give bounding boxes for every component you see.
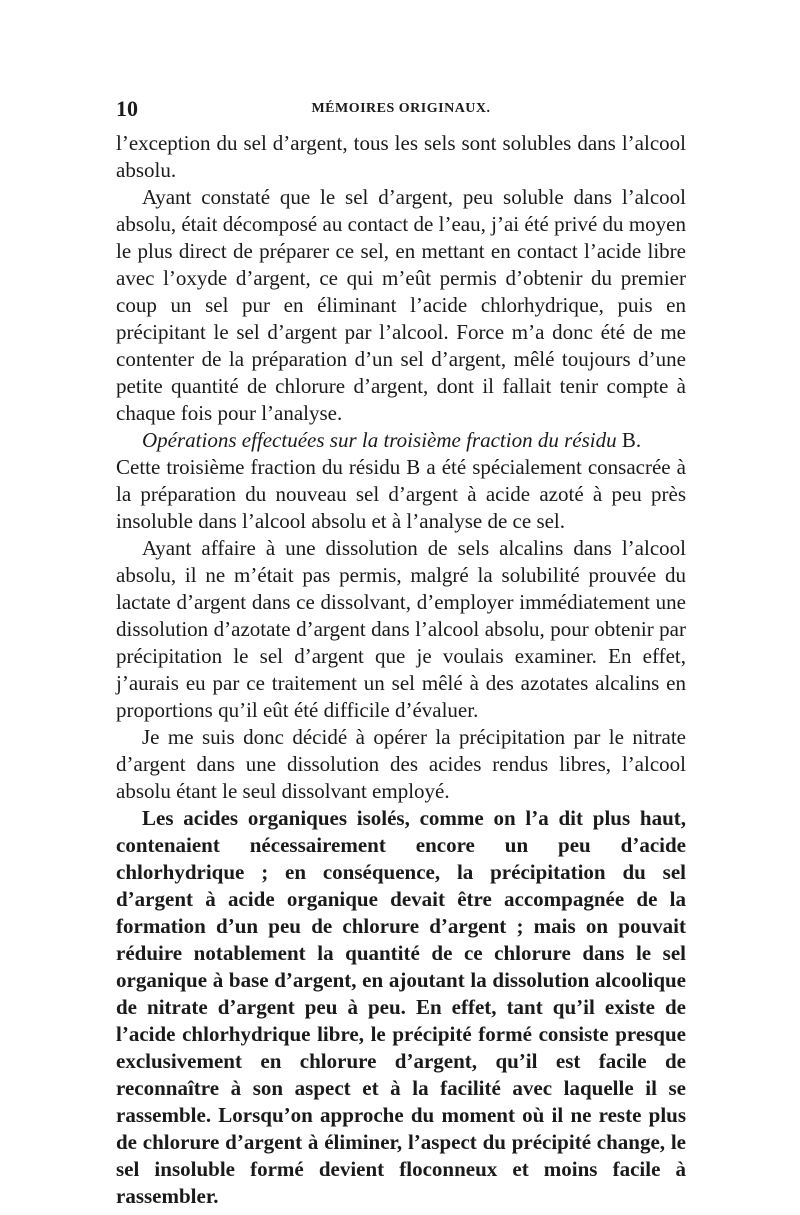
page-header	[116, 96, 686, 122]
subheading-italic-text: Opérations effectuées sur la troisième fraction du résidu	[142, 428, 617, 452]
paragraph-4: Ayant affaire à une dissolution de sels alcalins dans l’alcool absolu, il ne m’était pas permis, malgré la solubilité prouvée du lactate d’argent dans ce dissolvant, d’employer immédiatement une dissolution d’azotate d’argent dans l’alcool absolu, pour obtenir par précipitation le sel d’argent que je voulais examiner. En effet, j’aurais eu par ce traitement un sel mêlé à des azotates alcalins en proportions qu’il eût été difficile d’évaluer.	[116, 536, 686, 722]
book-page	[116, 96, 686, 1210]
running-title: MÉMOIRES ORIGINAUX.	[311, 101, 491, 116]
paragraph-5: Je me suis donc décidé à opérer la précipitation par le nitrate d’argent dans une dissolution des acides rendus libres, l’alcool absolu étant le seul dissolvant employé.	[116, 725, 686, 803]
paragraph-3: Cette troisième fraction du résidu B a été spécialement consacrée à la préparation du nouveau sel d’argent à acide azoté à peu près insoluble dans l’alcool absolu et à l’analyse de ce sel.	[116, 455, 686, 533]
paragraph-2: Ayant constaté que le sel d’argent, peu soluble dans l’alcool absolu, était décomposé au contact de l’eau, j’ai été privé du moyen le plus direct de préparer ce sel, en mettant en contact l’acide libre avec l’oxyde d’argent, ce qui m’eût permis d’obtenir du premier coup un sel pur en éliminant l’acide chlorhydrique, puis en précipitant le sel d’argent par l’alcool. Force m’a donc été de me contenter de la préparation d’un sel d’argent, mêlé toujours d’une petite quantité de chlorure d’argent, dont il fallait tenir compte à chaque fois pour l’analyse.	[116, 185, 686, 425]
page-number: 10	[116, 96, 138, 121]
paragraph-1: l’exception du sel d’argent, tous les sels sont solubles dans l’alcool absolu.	[116, 131, 686, 182]
subheading-suffix: B.	[616, 428, 642, 452]
section-subheading	[116, 427, 686, 454]
paragraph-6: Les acides organiques isolés, comme on l’a dit plus haut, contenaient nécessairement encore un peu d’acide chlorhydrique ; en conséquence, la précipitation du sel d’argent à acide organique devait être accompagnée de la formation d’un peu de chlorure d’argent ; mais on pouvait réduire notablement la quantité de ce chlorure dans le sel organique à base d’argent, en ajoutant la dissolution alcoolique de nitrate d’argent peu à peu. En effet, tant qu’il existe de l’acide chlorhydrique libre, le précipité formé consiste presque exclusivement en chlorure d’argent, qu’il est facile de reconnaître à son aspect et à la facilité avec laquelle il se rassemble. Lorsqu’on approche du moment où il ne reste plus de chlorure d’argent à éliminer, l’aspect du précipité change, le sel insoluble formé devient floconneux et moins facile à rassembler.	[116, 806, 686, 1208]
